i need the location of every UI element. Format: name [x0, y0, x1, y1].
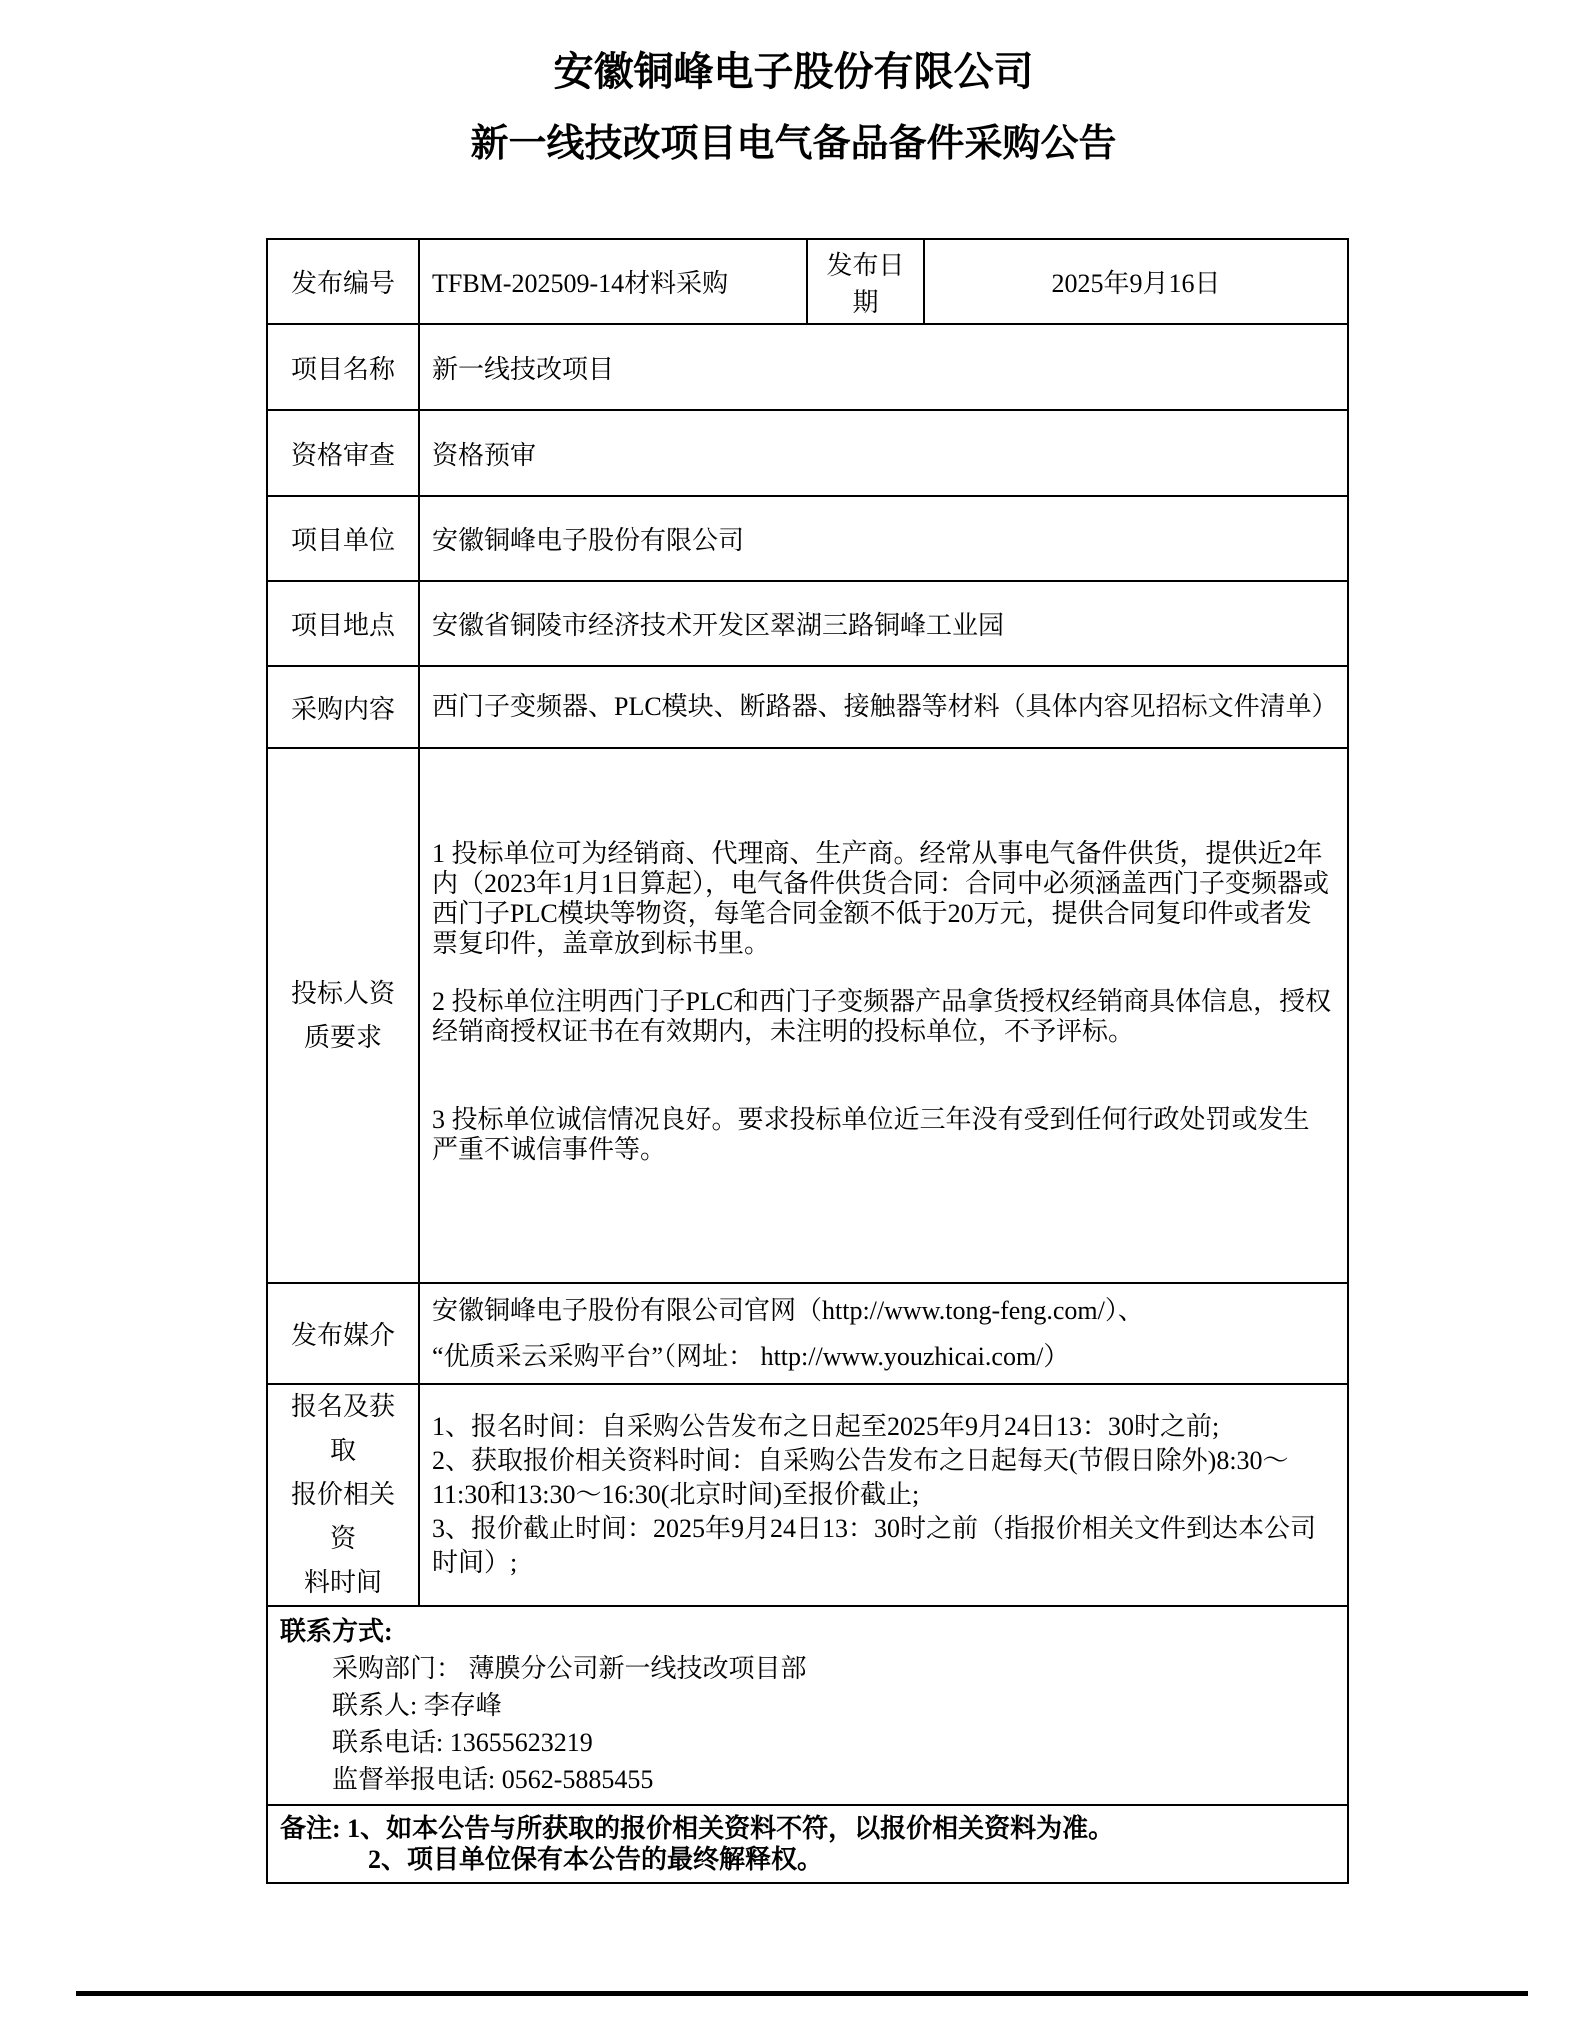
project-unit-label: 项目单位 [267, 496, 419, 581]
project-name-label: 项目名称 [267, 324, 419, 410]
row-project-unit [267, 496, 1348, 581]
schedule-label-line2: 报价相关资 [290, 1480, 395, 1553]
publish-media-line1: 安徽铜峰电子股份有限公司官网（http://www.tong-feng.com/）、 [432, 1295, 1144, 1325]
row-project-location [267, 581, 1348, 666]
schedule-label-line1: 报名及获取 [290, 1392, 395, 1465]
publish-date-value: 2025年9月16日 [924, 239, 1348, 324]
schedule-item-1: 1、报名时间：自采购公告发布之日起至2025年9月24日13：30时之前; [432, 1412, 1220, 1441]
qualification-paragraph-3: 3 投标单位诚信情况良好。要求投标单位近三年没有受到任何行政处罚或发生严重不诚信事件等。 [432, 1104, 1310, 1164]
qualification-paragraph-2: 2 投标单位注明西门子PLC和西门子变频器产品拿货授权经销商具体信息，授权经销商授权证书在有效期内，未注明的投标单位，不予评标。 [432, 986, 1332, 1046]
company-title: 安徽铜峰电子股份有限公司 [553, 50, 1034, 94]
row-procurement-content [267, 666, 1348, 748]
footer-divider [76, 1991, 1528, 1996]
row-remark [267, 1805, 1348, 1883]
row-publish-media [267, 1283, 1348, 1384]
qualification-paragraph-1: 1 投标单位可为经销商、代理商、生产商。经常从事电气备件供货，提供近2年内（2023年1月1日算起），电气备件供货合同：合同中必须涵盖西门子变频器或西门子PLC模块等物资，每笔合同金额不低于20万元，提供合同复印件或者发票复印件，盖章放到标书里。 [432, 838, 1330, 958]
schedule-item-3: 3、报价截止时间：2025年9月24日13：30时之前（指报价相关文件到达本公司时间）; [432, 1514, 1317, 1577]
row-bidder-qualification [267, 748, 1348, 1283]
publish-media-label: 发布媒介 [267, 1283, 419, 1384]
procurement-content-label: 采购内容 [267, 666, 419, 748]
schedule-label-line3: 料时间 [303, 1568, 382, 1597]
contact-department: 采购部门： 薄膜分公司新一线技改项目部 [332, 1654, 807, 1683]
bidder-qualification-label-line1: 投标人资 [290, 978, 395, 1008]
publish-no-value: TFBM-202509-14材料采购 [419, 239, 807, 324]
contact-report-phone: 监督举报电话: 0562-5885455 [332, 1765, 654, 1794]
contact-title: 联系方式: [280, 1617, 393, 1646]
project-location-label: 项目地点 [267, 581, 419, 666]
row-publish [267, 239, 1348, 324]
announcement-table [266, 238, 1349, 1884]
row-contact [267, 1606, 1348, 1805]
project-location-value: 安徽省铜陵市经济技术开发区翠湖三路铜峰工业园 [419, 581, 1348, 666]
schedule-value [419, 1384, 1348, 1606]
contact-phone: 联系电话: 13655623219 [332, 1728, 593, 1757]
row-qualification-review [267, 410, 1348, 496]
bidder-qualification-label [267, 748, 419, 1283]
publish-date-label: 发布日期 [807, 239, 924, 324]
publish-media-value [419, 1283, 1348, 1384]
bidder-qualification-label-line2: 质要求 [303, 1022, 382, 1052]
project-unit-value: 安徽铜峰电子股份有限公司 [419, 496, 1348, 581]
qualification-review-value: 资格预审 [419, 410, 1348, 496]
project-name-value: 新一线技改项目 [419, 324, 1348, 410]
row-schedule [267, 1384, 1348, 1606]
schedule-label [267, 1384, 419, 1606]
remark-line2: 2、项目单位保有本公告的最终解释权。 [368, 1845, 824, 1874]
row-project-name [267, 324, 1348, 410]
contact-person: 联系人: 李存峰 [332, 1691, 502, 1720]
bidder-qualification-value [419, 748, 1348, 1283]
announcement-title: 新一线技改项目电气备品备件采购公告 [470, 123, 1117, 165]
qualification-review-label: 资格审查 [267, 410, 419, 496]
procurement-content-value: 西门子变频器、PLC模块、断路器、接触器等材料（具体内容见招标文件清单） [419, 666, 1348, 748]
publish-media-line2: “优质采云采购平台”（网址： http://www.youzhicai.com/） [432, 1341, 1070, 1371]
remark-line1: 备注: 1、如本公告与所获取的报价相关资料不符，以报价相关资料为准。 [280, 1814, 1115, 1843]
remark-block [267, 1805, 1348, 1883]
schedule-item-2: 2、获取报价相关资料时间：自采购公告发布之日起每天(节假日除外)8:30～11:30和13:30～16:30(北京时间)至报价截止; [432, 1446, 1289, 1509]
contact-block [267, 1606, 1348, 1805]
publish-no-label: 发布编号 [267, 239, 419, 324]
